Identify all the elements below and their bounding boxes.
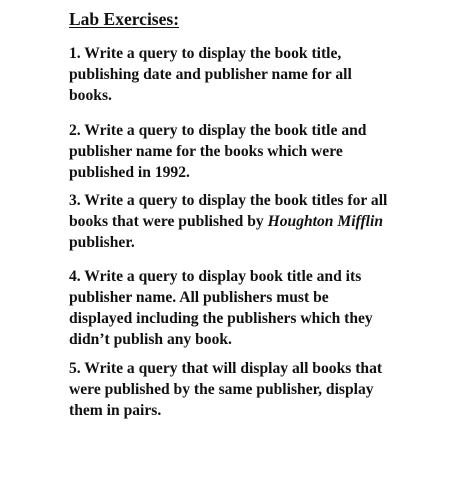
exercise-3-line-3: publisher.: [69, 234, 135, 251]
lab-exercises-heading: Lab Exercises:: [69, 9, 180, 29]
exercise-5: [69, 358, 414, 421]
exercise-3-line-2: [69, 211, 414, 232]
exercise-2-line-1: 2. Write a query to display the book title and: [69, 122, 367, 139]
exercise-1-line-3: books.: [69, 87, 112, 104]
exercise-3-line-1: 3. Write a query to display the book titles for all: [69, 192, 388, 209]
exercise-3-line-2-text: books that were published by: [69, 213, 268, 230]
exercise-4-line-2: publisher name. All publishers must be: [69, 289, 329, 306]
exercise-4: [69, 266, 414, 350]
exercise-1-line-1: 1. Write a query to display the book title,: [69, 45, 342, 62]
exercise-5-line-1: 5. Write a query that will display all books that: [69, 360, 383, 377]
exercise-4-line-4: didn’t publish any book.: [69, 331, 232, 348]
exercise-4-line-1: 4. Write a query to display book title and its: [69, 268, 362, 285]
exercise-2-line-3: published in 1992.: [69, 164, 190, 181]
exercise-3: [69, 190, 414, 253]
exercise-1: [69, 43, 414, 106]
exercise-1-line-2: publishing date and publisher name for all: [69, 66, 352, 83]
exercise-4-line-3: displayed including the publishers which they: [69, 310, 373, 327]
exercise-5-line-2: were published by the same publisher, display: [69, 381, 374, 398]
exercise-2: [69, 120, 414, 183]
exercise-2-line-2: publisher name for the books which were: [69, 143, 343, 160]
exercise-5-line-3: them in pairs.: [69, 402, 162, 419]
publisher-name-italic: Houghton Mifflin: [267, 213, 384, 230]
